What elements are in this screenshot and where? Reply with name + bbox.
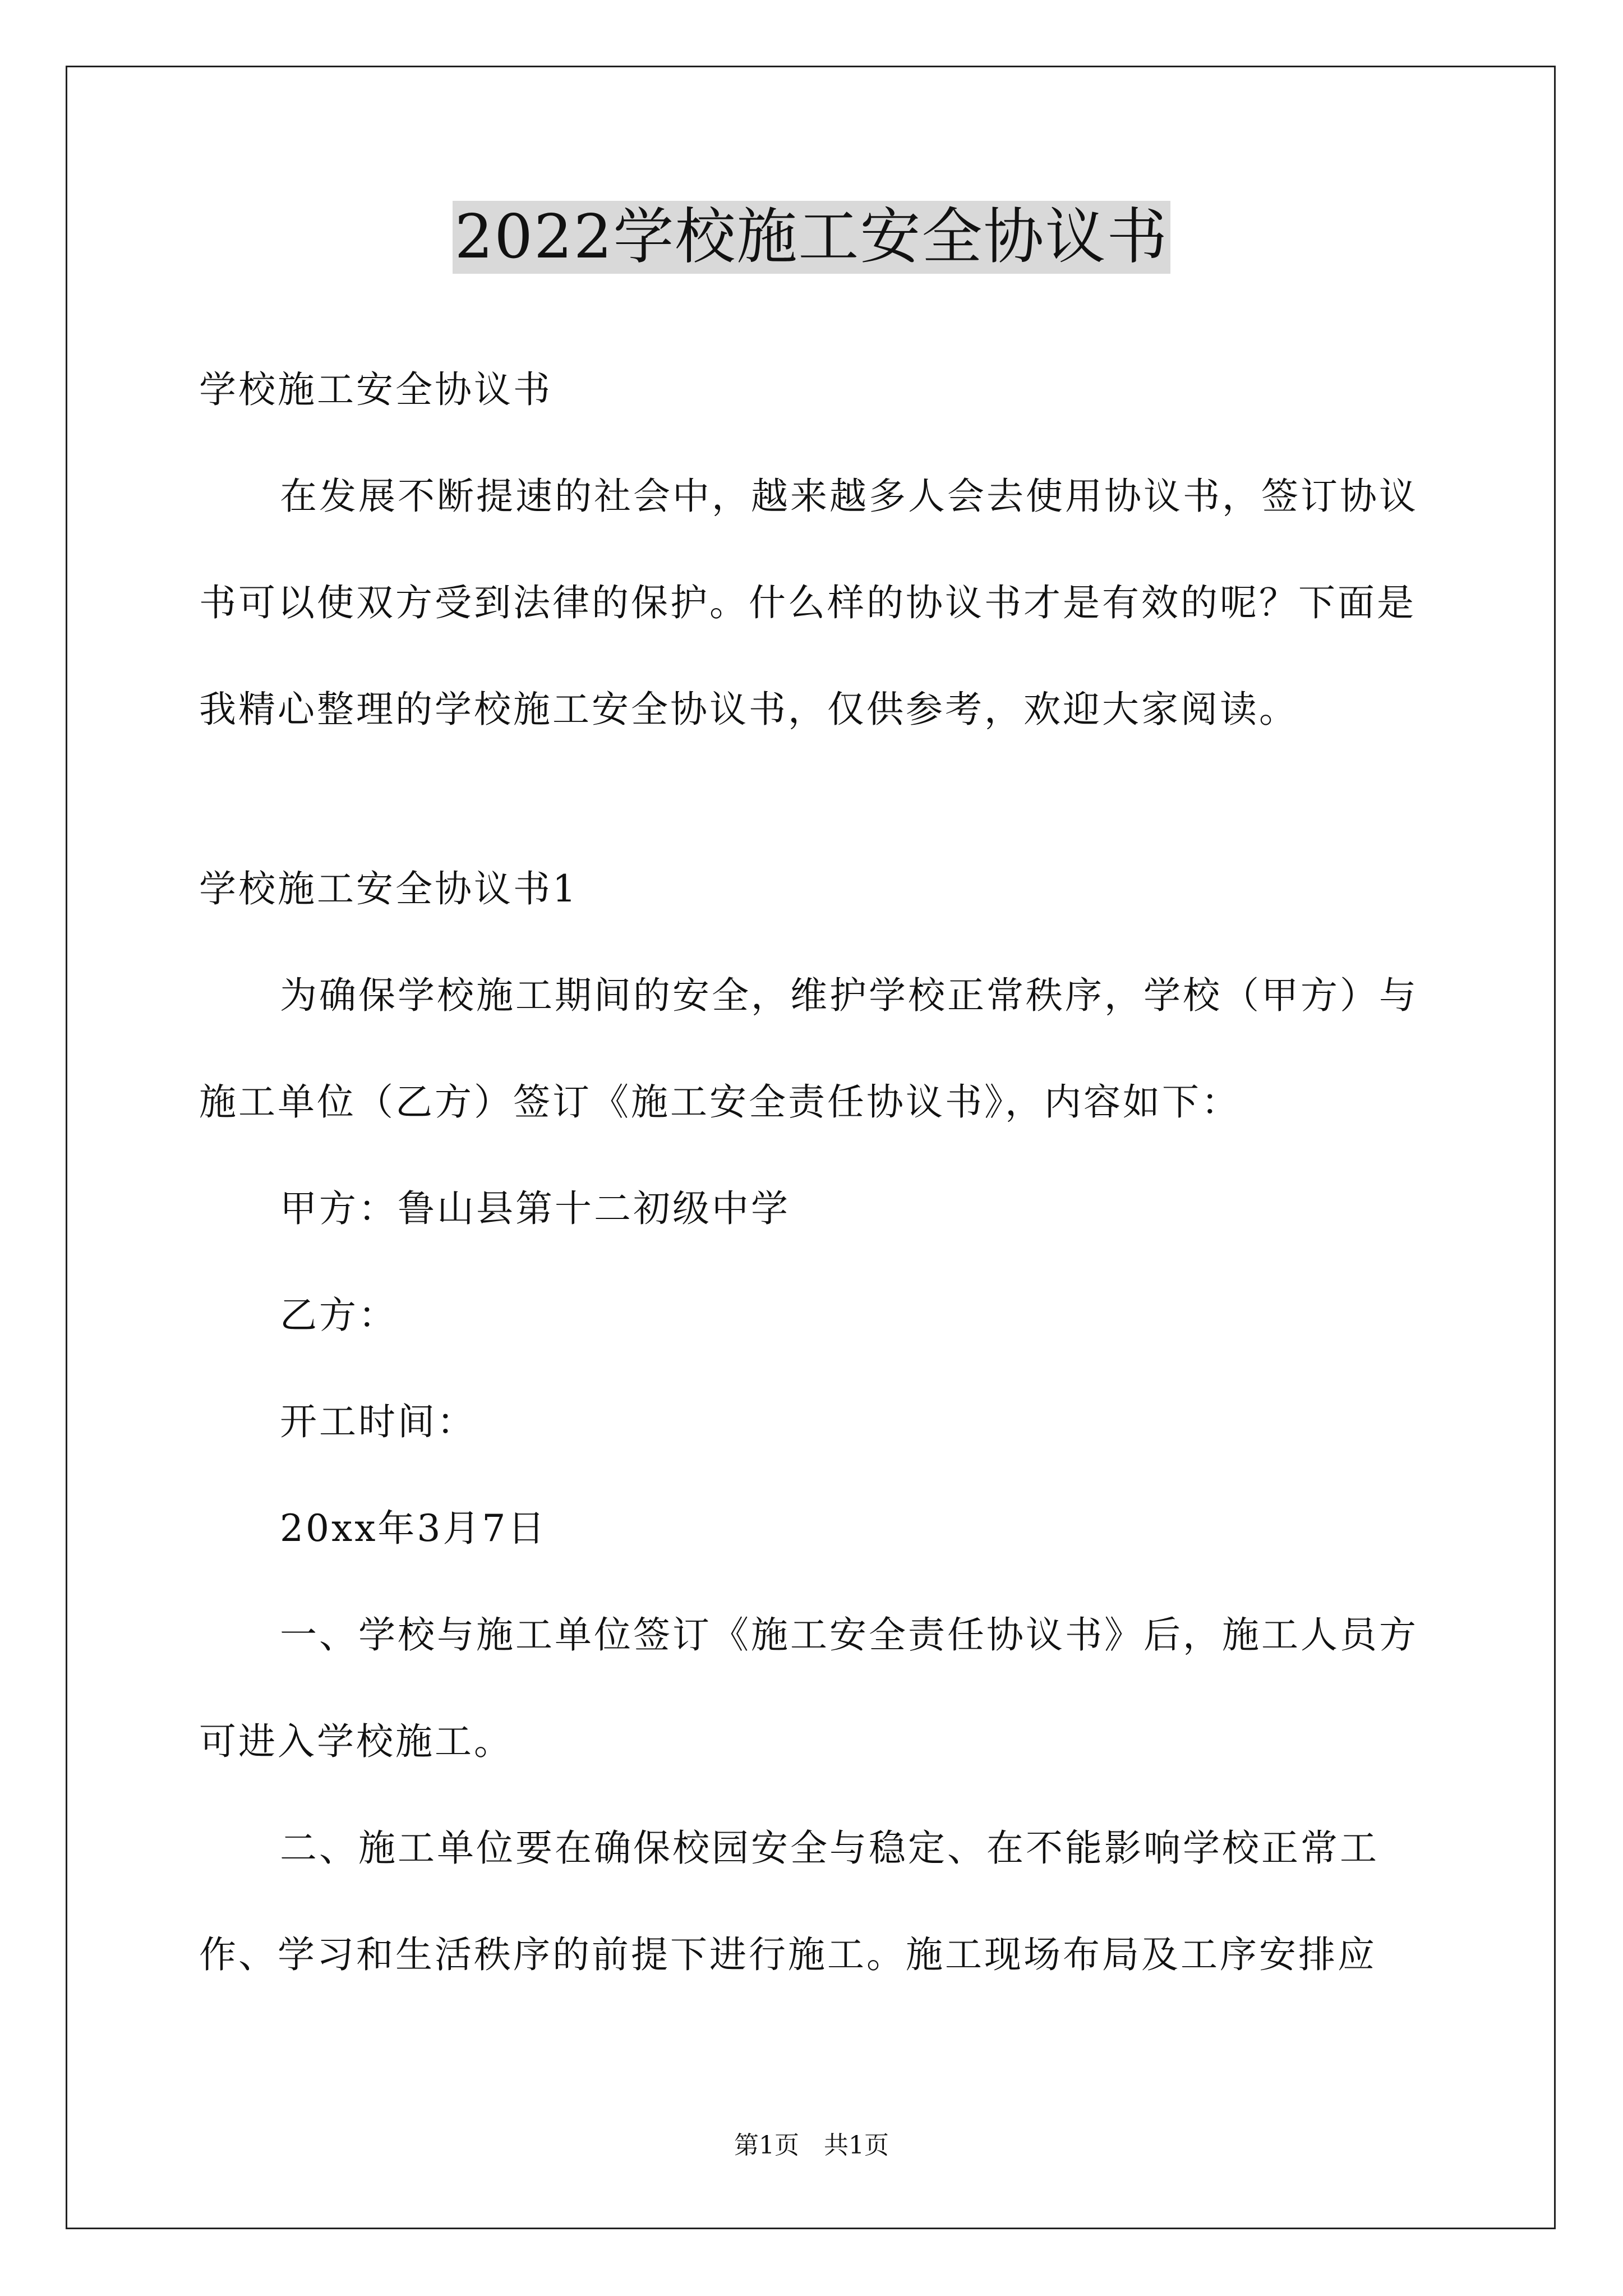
document-title: 2022学校施工安全协议书 [453,201,1171,274]
page-number: 第1页 [734,2131,799,2160]
intro-paragraph: 在发展不断提速的社会中，越来越多人会去使用协议书，签订协议书可以使双方受到法律的保护。什么样的协议书才是有效的呢？下面是我精心整理的学校施工安全协议书，仅供参考，欢迎大家阅读。 [199,475,1418,731]
page-footer [0,2129,1623,2162]
start-date: 20xx年3月7日 [280,1507,547,1550]
clause-1: 一、学校与施工单位签订《施工安全责任协议书》后，施工人员方可进入学校施工。 [199,1613,1418,1763]
title-container [0,201,1623,274]
party-a-line: 甲方：鲁山县第十二初级中学 [280,1187,790,1230]
party-b-line: 乙方： [280,1294,398,1337]
section-heading: 学校施工安全协议书1 [199,867,578,910]
page-total: 共1页 [824,2131,889,2160]
document-body [199,337,1433,2008]
purpose-paragraph: 为确保学校施工期间的安全，维护学校正常秩序，学校（甲方）与施工单位（乙方）签订《施工安全责任协议书》，内容如下： [199,974,1418,1124]
subtitle: 学校施工安全协议书 [199,368,552,411]
clause-2: 二、施工单位要在确保校园安全与稳定、在不能影响学校正常工作、学习和生活秩序的前提下进行施工。施工现场布局及工序安排应 [199,1826,1379,1976]
start-time-label: 开工时间： [280,1400,476,1443]
